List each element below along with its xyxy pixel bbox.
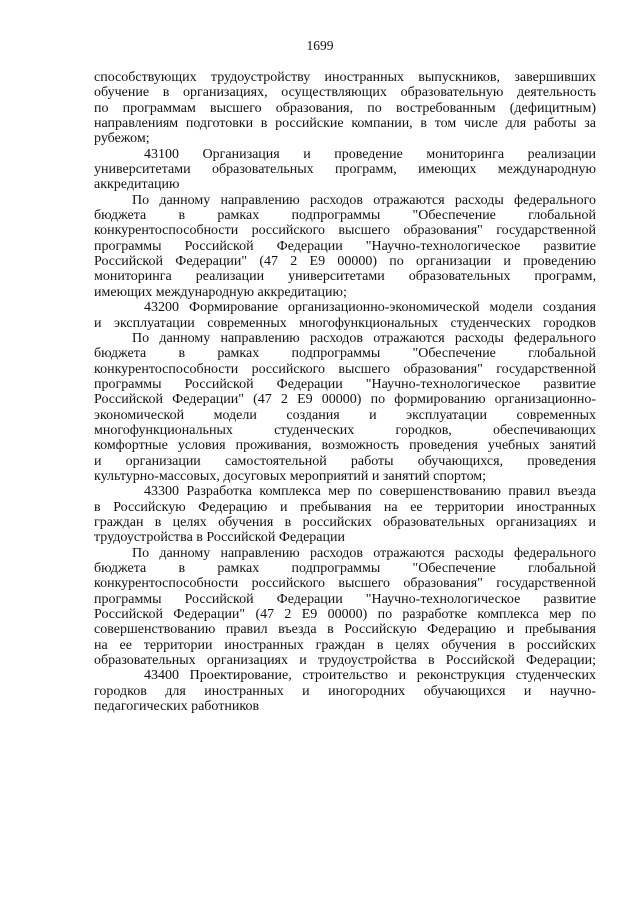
text-line: и организации самостоятельной работы обучающихся, проведения: [94, 453, 596, 469]
text-line: По данному направлению расходов отражаются расходы федерального: [132, 330, 596, 346]
text-line: Российской Федерации" (47 2 Е9 00000) по разработке комплекса мер по: [94, 607, 596, 623]
text-line: программы Российской Федерации "Научно-технологическое развитие: [94, 238, 596, 254]
text-line: педагогических работников: [94, 699, 260, 715]
text-line: рубежом;: [94, 131, 150, 147]
text-line: бюджета в рамках подпрограммы "Обеспечение глобальной: [94, 346, 596, 362]
text-line: 43400 Проектирование, строительство и реконструкция студенческих: [144, 668, 596, 684]
text-line: 43300 Разработка комплекса мер по совершенствованию правил въезда: [144, 484, 596, 500]
text-line: городков для иностранных и иногородних обучающихся и научно-: [94, 683, 596, 699]
page-number: 1699: [306, 38, 334, 53]
text-line: культурно-массовых, досуговых мероприятий и занятий спортом;: [94, 468, 487, 484]
text-line: имеющих международную аккредитацию;: [94, 284, 347, 300]
text-line: экономической модели создания и эксплуатации современных: [94, 407, 596, 423]
text-line: трудоустройства в Российской Федерации: [94, 530, 346, 546]
text-line: образовательных организациях и трудоустройства в Российской Федерации;: [94, 653, 596, 669]
text-line: на ее территории иностранных граждан в целях обучения в российских: [94, 637, 596, 653]
text-line: Российской Федерации" (47 2 Е9 00000) по организации и проведению: [94, 254, 596, 270]
text-line: конкурентоспособности российского высшего образования" государственной: [94, 576, 596, 592]
text-line: программы Российской Федерации "Научно-технологическое развитие: [94, 376, 596, 392]
text-line: комфортные условия проживания, возможность проведения учебных занятий: [94, 438, 596, 454]
text-line: конкурентоспособности российского высшего образования" государственной: [94, 223, 596, 239]
text-line: мониторинга реализации университетами образовательных программ,: [94, 269, 596, 285]
text-line: конкурентоспособности российского высшего образования" государственной: [94, 361, 596, 377]
text-line: граждан в целях обучения в российских образовательных организациях и: [94, 514, 596, 530]
text-line: и эксплуатации современных многофункциональных студенческих городков: [94, 315, 596, 331]
text-line: направлениям подготовки в российские компании, в том числе для работы за: [94, 116, 596, 132]
text-line: обучение в организациях, осуществляющих образовательную деятельность: [94, 85, 596, 101]
text-line: совершенствованию правил въезда в Российскую Федерацию и пребывания: [94, 622, 596, 638]
text-line: по программам высшего образования, по востребованным (дефицитным): [94, 100, 596, 116]
text-line: программы Российской Федерации "Научно-технологическое развитие: [94, 591, 596, 607]
text-line: способствующих трудоустройству иностранных выпускников, завершивших: [94, 70, 596, 85]
text-line: многофункциональных студенческих городков, обеспечивающих: [94, 422, 596, 438]
text-line: По данному направлению расходов отражаются расходы федерального: [132, 192, 596, 208]
text-line: 43200 Формирование организационно-экономической модели создания: [144, 300, 596, 316]
text-line: университетами образовательных программ, имеющих международную: [94, 162, 596, 178]
text-line: По данному направлению расходов отражаются расходы федерального: [132, 545, 596, 561]
text-line: 43100 Организация и проведение мониторинга реализации: [144, 146, 596, 162]
text-line: бюджета в рамках подпрограммы "Обеспечение глобальной: [94, 208, 596, 224]
text-line: аккредитацию: [94, 177, 180, 193]
text-line: бюджета в рамках подпрограммы "Обеспечение глобальной: [94, 561, 596, 576]
text-line: Российской Федерации" (47 2 Е9 00000) по формированию организационно-: [94, 392, 596, 408]
document-body: [94, 70, 596, 714]
text-line: в Российскую Федерацию и пребывания на ее территории иностранных: [94, 499, 596, 515]
